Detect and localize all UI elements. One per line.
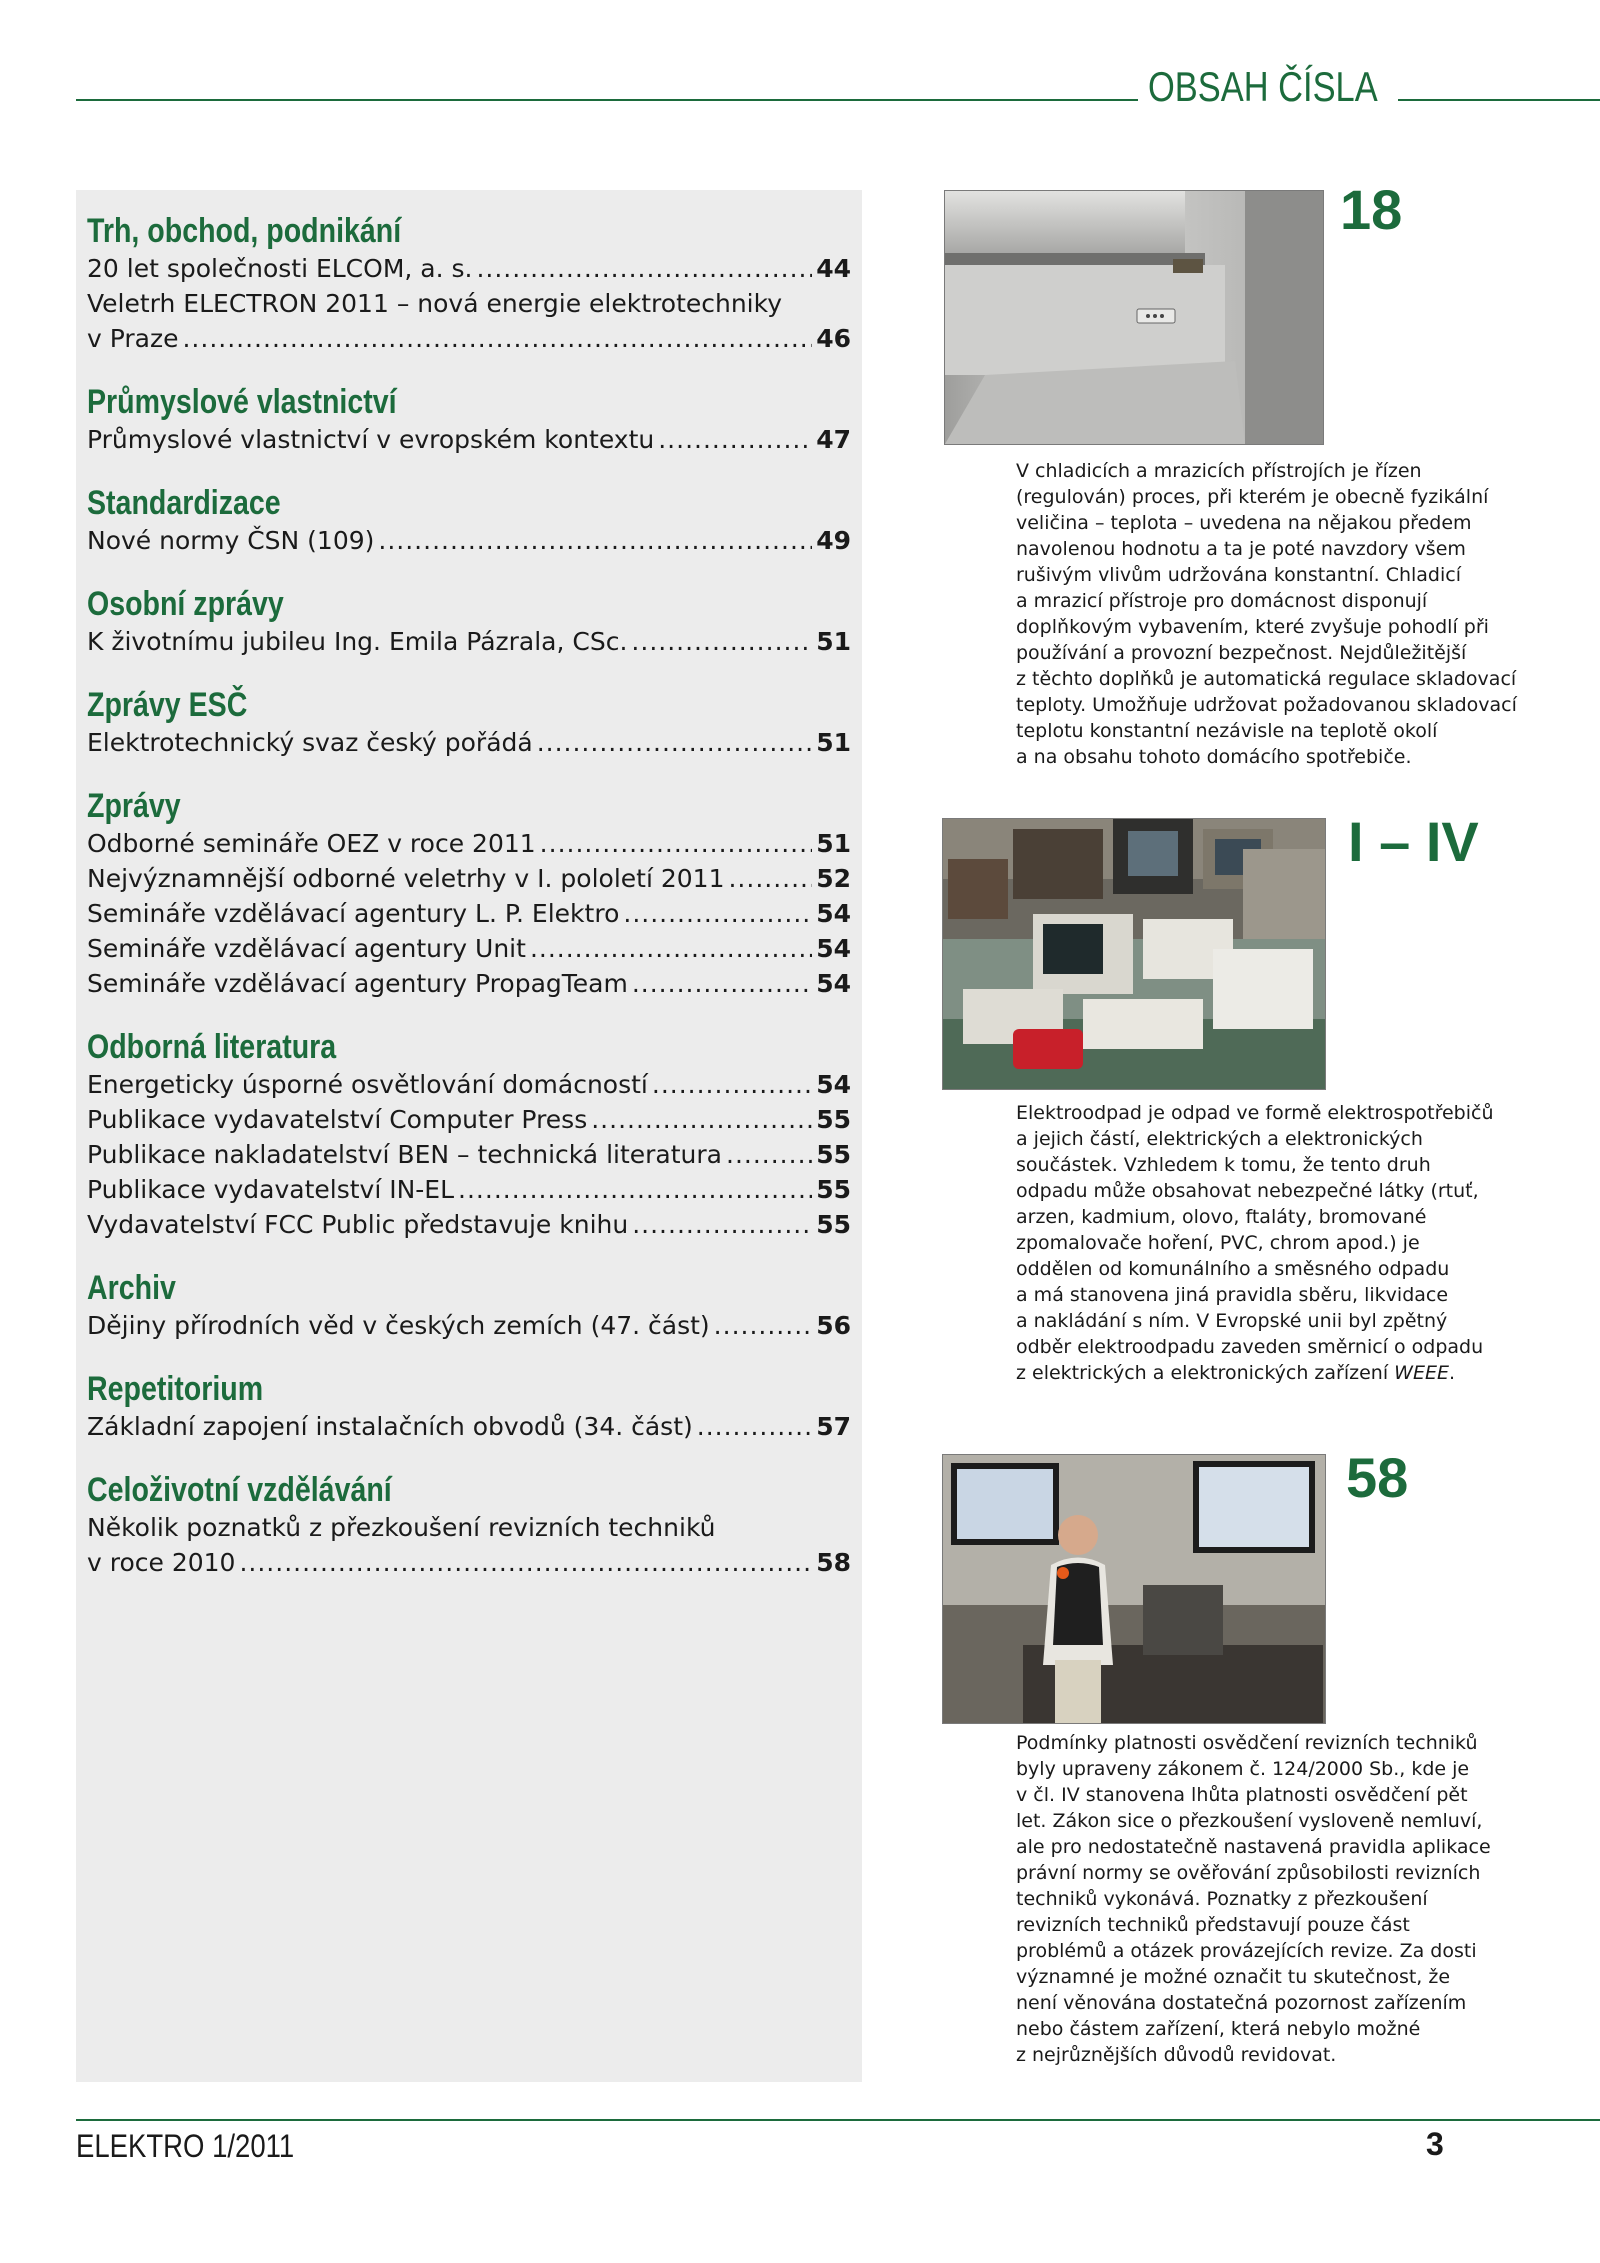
header-rule-left — [76, 99, 1138, 101]
toc-entry-title: Nejvýznamnější odborné veletrhy v I. pololetí 2011 — [87, 864, 725, 893]
feature-text-line: a má stanovena jiná pravidla sběru, likvidace — [1016, 1284, 1449, 1306]
page-number: 3 — [1426, 2126, 1444, 2162]
toc-entry-title: Nové normy ČSN (109) — [87, 526, 375, 555]
feature-text-line: (regulován) proces, při kterém je obecně fyzikální — [1016, 486, 1489, 508]
feature-text-line: nebo částem zařízení, která nebylo možné — [1016, 2018, 1421, 2040]
toc-section — [87, 1369, 851, 1444]
feature-text-line: arzen, kadmium, olovo, ftaláty, bromované — [1016, 1206, 1427, 1228]
toc-entry-title: Energeticky úsporné osvětlování domácností — [87, 1070, 648, 1099]
toc-section — [87, 483, 851, 558]
toc-entry[interactable] — [87, 966, 851, 1001]
toc-section — [87, 211, 851, 356]
toc-section-heading: Průmyslové vlastnictví — [87, 383, 397, 421]
toc-section — [87, 1470, 851, 1580]
toc-entry-title-line1: Veletrh ELECTRON 2011 – nová energie elektrotechniky — [87, 289, 783, 318]
feature-text-line: veličina – teplota – uvedena na nějakou předem — [1016, 512, 1472, 534]
toc-leader-dots — [728, 861, 812, 896]
toc-leader-dots — [632, 1207, 812, 1242]
toc-entry-page: 49 — [816, 526, 851, 555]
toc-leader-dots — [239, 1545, 812, 1580]
toc-entry[interactable] — [87, 286, 851, 356]
toc-entry[interactable] — [87, 725, 851, 760]
toc-section-heading: Archiv — [87, 1269, 176, 1307]
toc-section-heading: Zprávy ESČ — [87, 686, 248, 724]
feature-text-line: teplotu konstantní nezávisle na teplotě okolí — [1016, 720, 1438, 742]
toc-entry-title: Vydavatelství FCC Public představuje knihu — [87, 1210, 629, 1239]
toc-entry[interactable] — [87, 861, 851, 896]
toc-leader-dots — [726, 1137, 812, 1172]
feature-text-line: součástek. Vzhledem k tomu, že tento druh — [1016, 1154, 1431, 1176]
toc-section — [87, 1027, 851, 1242]
feature-page-number: I – IV — [1348, 810, 1479, 873]
feature-text-italic: WEEE — [1394, 1362, 1449, 1384]
toc-entry-page: 51 — [816, 728, 851, 757]
toc-entry-title: Publikace vydavatelství Computer Press — [87, 1105, 588, 1134]
toc-entry-title: Publikace vydavatelství IN-EL — [87, 1175, 455, 1204]
toc-section-heading: Odborná literatura — [87, 1028, 337, 1066]
feature-text-line: odpadu může obsahovat nebezpečné látky (rtuť, — [1016, 1180, 1479, 1202]
toc-entry-page: 51 — [816, 627, 851, 656]
toc-entry[interactable] — [87, 1137, 851, 1172]
toc-section-heading: Osobní zprávy — [87, 585, 284, 623]
feature-text-line: problémů a otázek provázejících revize. Za dosti — [1016, 1940, 1477, 1962]
toc-leader-dots — [378, 523, 812, 558]
toc-entry-page: 51 — [816, 829, 851, 858]
toc-entry-title: Publikace nakladatelství BEN – technická literatura — [87, 1140, 722, 1169]
toc-leader-dots — [632, 966, 812, 1001]
toc-entry-title-line1: Několik poznatků z přezkoušení revizních techniků — [87, 1513, 716, 1542]
feature-text-line: významné je možné označit tu skutečnost, že — [1016, 1966, 1451, 1988]
toc-entry[interactable] — [87, 1409, 851, 1444]
feature-text-line: byly upraveny zákonem č. 124/2000 Sb., kde je — [1016, 1758, 1470, 1780]
feature-text-line: doplňkovým vybavením, které zvyšuje pohodlí při — [1016, 616, 1489, 638]
toc-section-heading: Standardizace — [87, 484, 281, 522]
feature-description — [1016, 1730, 1536, 2068]
toc-entry-page: 44 — [816, 254, 851, 283]
toc-leader-dots — [540, 826, 813, 861]
toc-entry[interactable] — [87, 523, 851, 558]
feature-text-line: a na obsahu tohoto domácího spotřebiče. — [1016, 746, 1412, 768]
feature-text-line: a mrazicí přístroje pro domácnost disponují — [1016, 590, 1428, 612]
toc-entry[interactable] — [87, 1102, 851, 1137]
toc-entry-title: Základní zapojení instalačních obvodů (34. část) — [87, 1412, 693, 1441]
toc-entry-title: K životnímu jubileu Ing. Emila Pázrala, CSc. — [87, 627, 628, 656]
toc-entry-page: 54 — [816, 899, 851, 928]
speaker-lecture-photo — [942, 1454, 1326, 1724]
toc-leader-dots — [591, 1102, 812, 1137]
electronic-waste-photo — [942, 818, 1326, 1090]
feature-text-line: není věnována dostatečná pozornost zařízením — [1016, 1992, 1467, 2014]
feature-text-fragment: . — [1448, 1362, 1456, 1384]
toc-entry[interactable] — [87, 931, 851, 966]
feature-page-number: 58 — [1346, 1446, 1409, 1509]
toc-section-heading: Trh, obchod, podnikání — [87, 212, 402, 250]
toc-entry-page: 52 — [816, 864, 851, 893]
toc-entry-page: 55 — [816, 1210, 851, 1239]
toc-entry[interactable] — [87, 1207, 851, 1242]
toc-list — [87, 211, 851, 1606]
toc-section — [87, 786, 851, 1001]
feature-text-line: Elektroodpad je odpad ve formě elektrospotřebičů — [1016, 1102, 1494, 1124]
feature-text-line: revizních techniků představují pouze část — [1016, 1914, 1410, 1936]
toc-entry-title: v Praze — [87, 324, 179, 353]
toc-entry-title: v roce 2010 — [87, 1548, 236, 1577]
toc-entry[interactable] — [87, 826, 851, 861]
feature-description — [1016, 1100, 1536, 1386]
toc-leader-dots — [631, 624, 812, 659]
toc-leader-dots — [658, 422, 812, 457]
toc-entry-title: Dějiny přírodních věd v českých zemích (47. část) — [87, 1311, 710, 1340]
toc-entry-title: Průmyslové vlastnictví v evropském kontextu — [87, 425, 655, 454]
table-of-contents — [76, 190, 862, 2082]
toc-entry-page: 47 — [816, 425, 851, 454]
feature-text-line: z nejrůznějších důvodů revidovat. — [1016, 2044, 1337, 2066]
feature-text-fragment: z elektrických a elektronických zařízení — [1016, 1362, 1395, 1384]
magazine-issue: ELEKTRO 1/2011 — [76, 2128, 295, 2164]
feature-text-line: let. Zákon sice o přezkoušení vysloveně nemluví, — [1016, 1810, 1483, 1832]
toc-leader-dots — [530, 931, 812, 966]
toc-leader-dots — [623, 896, 812, 931]
toc-entry[interactable] — [87, 1172, 851, 1207]
toc-leader-dots — [458, 1172, 812, 1207]
feature-text-line: a jejich částí, elektrických a elektronických — [1016, 1128, 1423, 1150]
toc-leader-dots — [714, 1308, 813, 1343]
toc-section-heading: Celoživotní vzdělávání — [87, 1471, 392, 1509]
footer-rule — [76, 2119, 1600, 2121]
toc-section — [87, 685, 851, 760]
toc-entry-page: 58 — [816, 1548, 851, 1577]
feature-text-line: navolenou hodnotu a ta je poté navzdory všem — [1016, 538, 1466, 560]
toc-section — [87, 584, 851, 659]
toc-entry[interactable] — [87, 1510, 851, 1580]
toc-entry-page: 57 — [816, 1412, 851, 1441]
feature-text-line: z těchto doplňků je automatická regulace skladovací — [1016, 668, 1517, 690]
feature-text-line: zpomalovače hoření, PVC, chrom apod.) je — [1016, 1232, 1420, 1254]
feature-text-line: ale pro nedostatečně nastavená pravidla aplikace — [1016, 1836, 1491, 1858]
header-rule-right — [1398, 99, 1600, 101]
toc-entry-title: Odborné semináře OEZ v roce 2011 — [87, 829, 536, 858]
feature-text-line: Podmínky platnosti osvědčení revizních techniků — [1016, 1732, 1478, 1754]
toc-entry[interactable] — [87, 251, 851, 286]
feature-text-line: V chladicích a mrazicích přístrojích je řízen — [1016, 460, 1422, 482]
toc-entry[interactable] — [87, 896, 851, 931]
refrigerator-door-photo — [944, 190, 1324, 445]
feature-text-line: a nakládání s ním. V Evropské unii byl zpětný — [1016, 1310, 1448, 1332]
toc-entry-title: Semináře vzdělávací agentury PropagTeam — [87, 969, 628, 998]
toc-entry[interactable] — [87, 624, 851, 659]
toc-leader-dots — [537, 725, 813, 760]
toc-entry[interactable] — [87, 1067, 851, 1102]
toc-section — [87, 1268, 851, 1343]
feature-text-line: teploty. Umožňuje udržovat požadovanou skladovací — [1016, 694, 1517, 716]
feature-text-line: v čl. IV stanovena lhůta platnosti osvědčení pět — [1016, 1784, 1468, 1806]
toc-leader-dots — [697, 1409, 812, 1444]
toc-entry-page: 55 — [816, 1105, 851, 1134]
feature-text-line — [1016, 1360, 1536, 1386]
toc-entry-title: Semináře vzdělávací agentury L. P. Elektro — [87, 899, 620, 928]
toc-entry-title: 20 let společnosti ELCOM, a. s. — [87, 254, 473, 283]
toc-entry[interactable] — [87, 422, 851, 457]
feature-text-line: používání a provozní bezpečnost. Nejdůležitější — [1016, 642, 1467, 664]
feature-page-number: 18 — [1340, 178, 1403, 241]
toc-entry-page: 56 — [816, 1311, 851, 1340]
toc-section-heading: Zprávy — [87, 787, 181, 825]
toc-entry-page: 46 — [816, 324, 851, 353]
feature-text-line: právní normy se ověřování způsobilosti revizních — [1016, 1862, 1481, 1884]
feature-description — [1016, 458, 1536, 770]
toc-entry-title: Elektrotechnický svaz český pořádá — [87, 728, 533, 757]
toc-entry-page: 54 — [816, 934, 851, 963]
page-title: OBSAH ČÍSLA — [1148, 63, 1378, 110]
toc-leader-dots — [476, 251, 812, 286]
toc-entry[interactable] — [87, 1308, 851, 1343]
toc-entry-page: 55 — [816, 1175, 851, 1204]
feature-text-line: techniků vykonává. Poznatky z přezkoušení — [1016, 1888, 1428, 1910]
feature-text-line: odběr elektroodpadu zaveden směrnicí o odpadu — [1016, 1336, 1484, 1358]
toc-entry-page: 54 — [816, 969, 851, 998]
feature-text-line: rušivým vlivům udržována konstantní. Chladicí — [1016, 564, 1461, 586]
toc-leader-dots — [182, 321, 812, 356]
toc-entry-page: 54 — [816, 1070, 851, 1099]
feature-text-line: oddělen od komunálního a směsného odpadu — [1016, 1258, 1450, 1280]
toc-section — [87, 382, 851, 457]
toc-leader-dots — [652, 1067, 812, 1102]
toc-entry-page: 55 — [816, 1140, 851, 1169]
toc-entry-title: Semináře vzdělávací agentury Unit — [87, 934, 526, 963]
toc-section-heading: Repetitorium — [87, 1370, 264, 1408]
